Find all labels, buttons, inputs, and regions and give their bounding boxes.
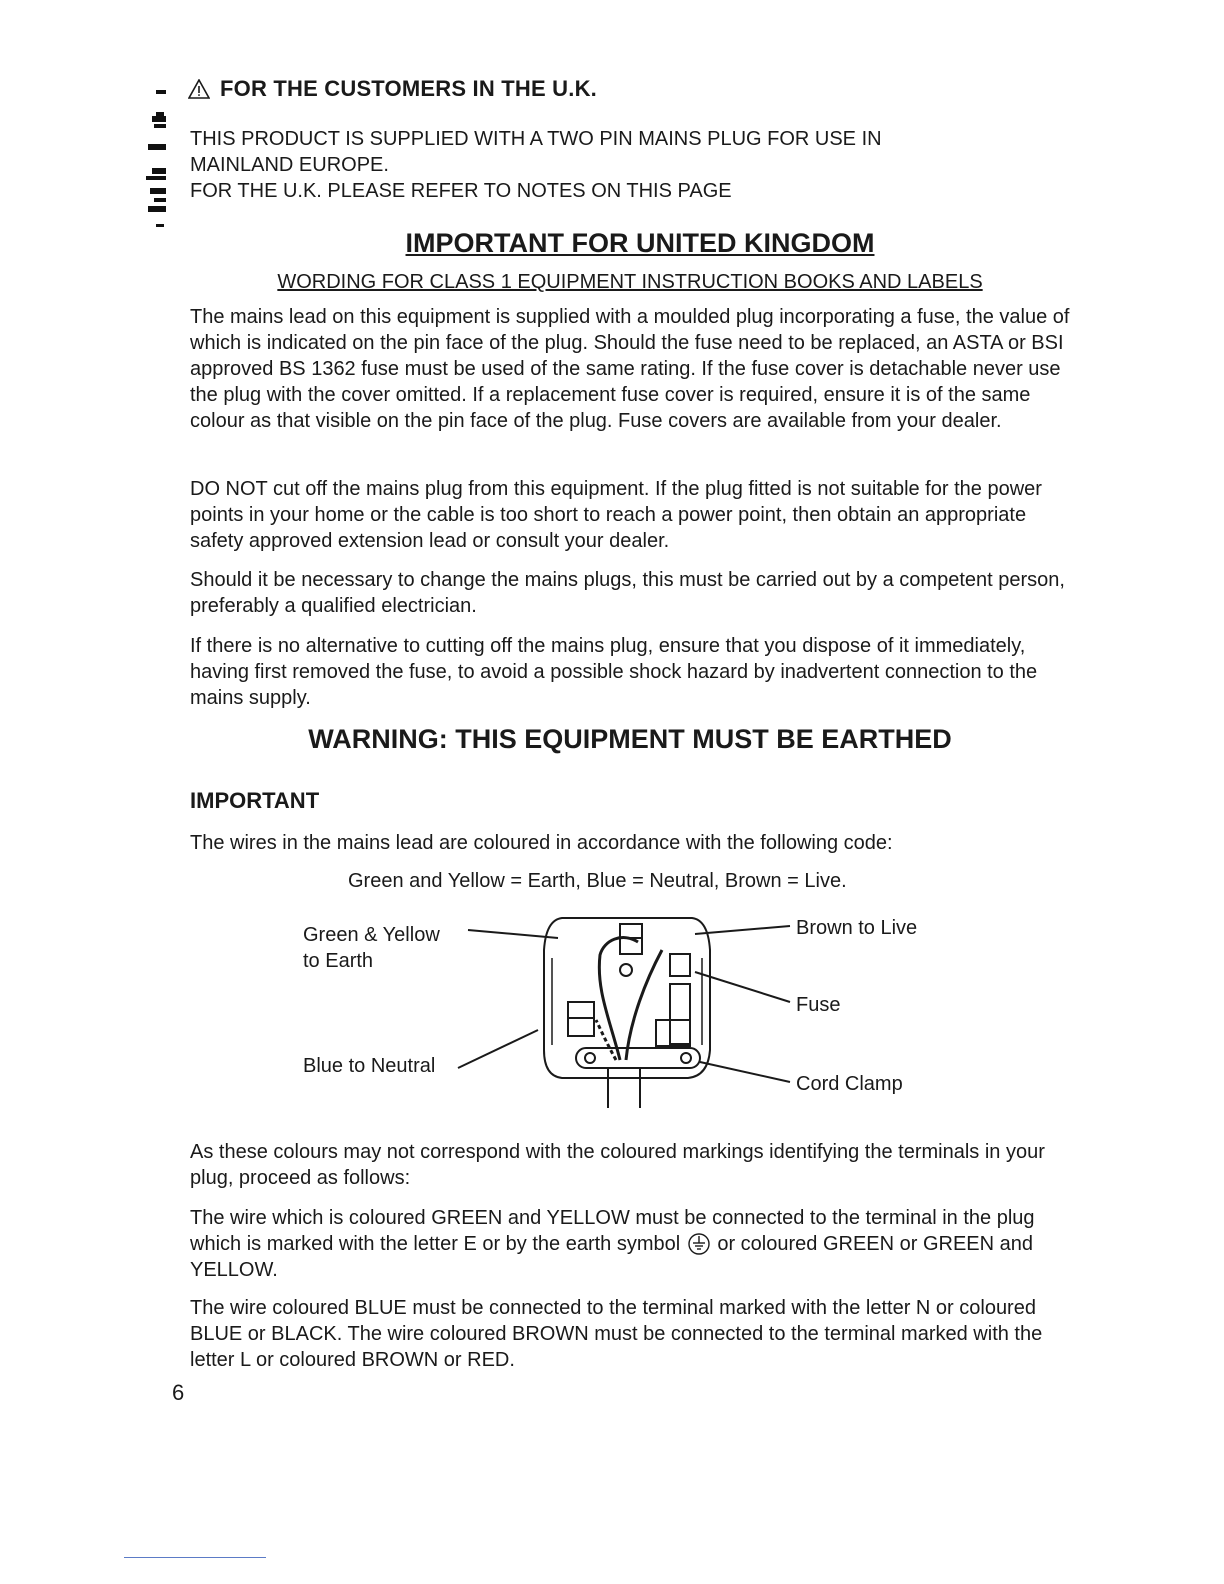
paragraph-colours-differ: As these colours may not correspond with the coloured markings identifying the terminals in your plug, proceed as follows: (190, 1141, 1045, 1189)
paragraph-dispose: If there is no alternative to cutting off the mains plug, ensure that you dispose of it immediately, having first removed the fuse, to avoid a possible shock hazard by inadvertent connection to the mains supply. (190, 635, 1038, 709)
page-number: 6 (172, 1380, 185, 1405)
earth-label: Green & Yellow to Earth (303, 924, 440, 972)
plug-illustration (300, 910, 960, 1110)
wires-intro: The wires in the mains lead are coloured in accordance with the following code: (190, 832, 893, 854)
fuse-label: Fuse (796, 994, 841, 1016)
margin-binding-marks (144, 88, 168, 238)
intro-line-3: FOR THE U.K. PLEASE REFER TO NOTES ON THIS PAGE (190, 180, 732, 202)
page-subtitle: WORDING FOR CLASS 1 EQUIPMENT INSTRUCTION BOOKS AND LABELS (277, 271, 983, 293)
colour-code-line: Green and Yellow = Earth, Blue = Neutral, Brown = Live. (348, 870, 847, 892)
intro-line-1: THIS PRODUCT IS SUPPLIED WITH A TWO PIN MAINS PLUG FOR USE IN (190, 128, 882, 150)
paragraph-do-not-cut: DO NOT cut off the mains plug from this equipment. If the plug fitted is not suitable for the power points in your home or the cable is too short to reach a power point, then obtain an appropriate safety approved extension lead or consult your dealer. (190, 478, 1042, 552)
paragraph-fuse: The mains lead on this equipment is supplied with a moulded plug incorporating a fuse, the value of which is indicated on the pin face of the plug. Should the fuse need to be replaced, an ASTA or BSI approved BS 1362 fuse must be used of the same rating. If the fuse cover is detachable never use the plug with the cover omitted. If a replacement fuse cover is required, ensure it is of the same colour as that visible on the pin face of the plug. Fuse covers are available from your dealer. (190, 306, 1070, 432)
earth-symbol-icon (688, 1233, 710, 1255)
earthed-warning: WARNING: THIS EQUIPMENT MUST BE EARTHED (308, 724, 952, 754)
page-title: IMPORTANT FOR UNITED KINGDOM (405, 228, 875, 258)
uk-customers-heading-text: FOR THE CUSTOMERS IN THE U.K. (220, 76, 597, 101)
cord-clamp-label: Cord Clamp (796, 1073, 903, 1095)
warning-triangle-icon (188, 79, 210, 99)
paragraph-blue-brown: The wire coloured BLUE must be connected to the terminal marked with the letter N or coloured BLUE or BLACK. The wire coloured BROWN must be connected to the terminal marked with the letter L or coloured BROWN or RED. (190, 1297, 1043, 1371)
important-heading: IMPORTANT (190, 788, 320, 813)
live-label: Brown to Live (796, 917, 918, 939)
paragraph-competent-person: Should it be necessary to change the mains plugs, this must be carried out by a competent person, preferably a qualified electrician. (190, 569, 1065, 617)
footer-rule (124, 1557, 266, 1558)
plug-wiring-diagram (300, 910, 960, 1110)
intro-notice (190, 126, 1090, 204)
neutral-label: Blue to Neutral (303, 1055, 436, 1077)
paragraph-green-yellow: The wire which is coloured GREEN and YELLOW must be connected to the terminal in the plug which is marked with the letter E or by the earth symbol or coloured GREEN or GREEN and YELLOW. (190, 1207, 1035, 1281)
uk-customers-heading (188, 76, 597, 102)
intro-line-2: MAINLAND EUROPE. (190, 154, 389, 176)
